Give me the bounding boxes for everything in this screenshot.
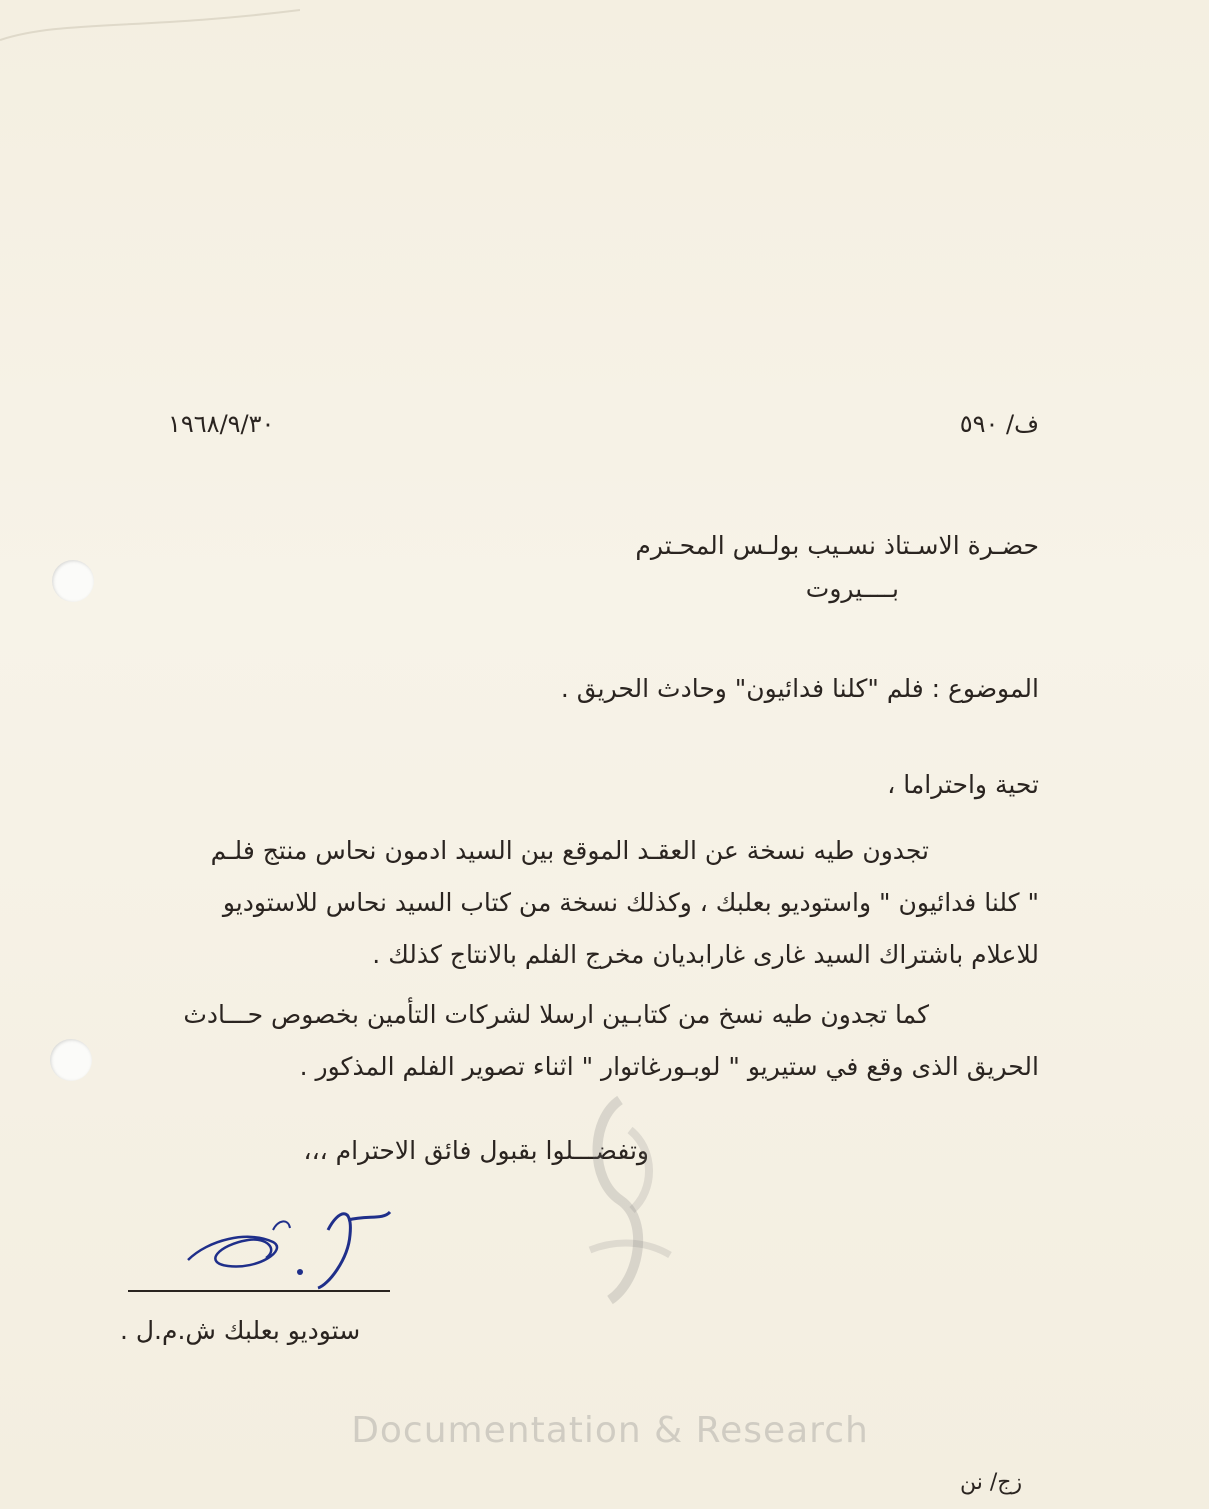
paper-crease bbox=[0, 0, 300, 60]
paragraph-1-line: تجدون طيه نسخة عن العقـد الموقع بين السيد ادمون نحاس منتج فلـم bbox=[210, 836, 929, 865]
addressee-city: بــــيروت bbox=[805, 574, 899, 603]
typist-initials: زج/ نن bbox=[960, 1470, 1023, 1495]
signature-line bbox=[128, 1290, 390, 1292]
punch-hole bbox=[52, 560, 94, 602]
handwritten-signature bbox=[178, 1200, 408, 1295]
punch-hole bbox=[50, 1039, 92, 1081]
paragraph-1-line: " كلنا فدائيون " واستوديو بعلبك ، وكذلك نسخة من كتاب السيد نحاس للاستوديو bbox=[222, 888, 1039, 917]
closing-line: وتفضـــلوا بقبول فائق الاحترام ،،، bbox=[303, 1136, 649, 1165]
watermark-text: Documentation & Research bbox=[351, 1410, 869, 1451]
paragraph-2-line: كما تجدون طيه نسخ من كتابـين ارسلا لشركات التأمين بخصوص حـــادث bbox=[183, 1000, 929, 1029]
paragraph-1-line: للاعلام باشتراك السيد غارى غارابديان مخرج الفلم بالانتاج كذلك . bbox=[372, 940, 1039, 969]
sender-company: ستوديو بعلبك ش.م.ل . bbox=[120, 1316, 361, 1345]
watermark-logo bbox=[560, 1090, 690, 1310]
paragraph-2-line: الحريق الذى وقع في ستيريو " لوبـورغاتوار " اثناء تصوير الفلم المذكور . bbox=[299, 1052, 1039, 1081]
subject-line: الموضوع : فلم "كلنا فدائيون" وحادث الحريق . bbox=[560, 674, 1039, 703]
reference-number: ف/ ٥٩٠ bbox=[959, 410, 1039, 438]
greeting: تحية واحتراما ، bbox=[887, 770, 1039, 799]
addressee: حضـرة الاسـتاذ نسـيب بولـس المحـترم bbox=[635, 531, 1039, 560]
letter-date: ١٩٦٨/٩/٣٠ bbox=[168, 410, 275, 438]
